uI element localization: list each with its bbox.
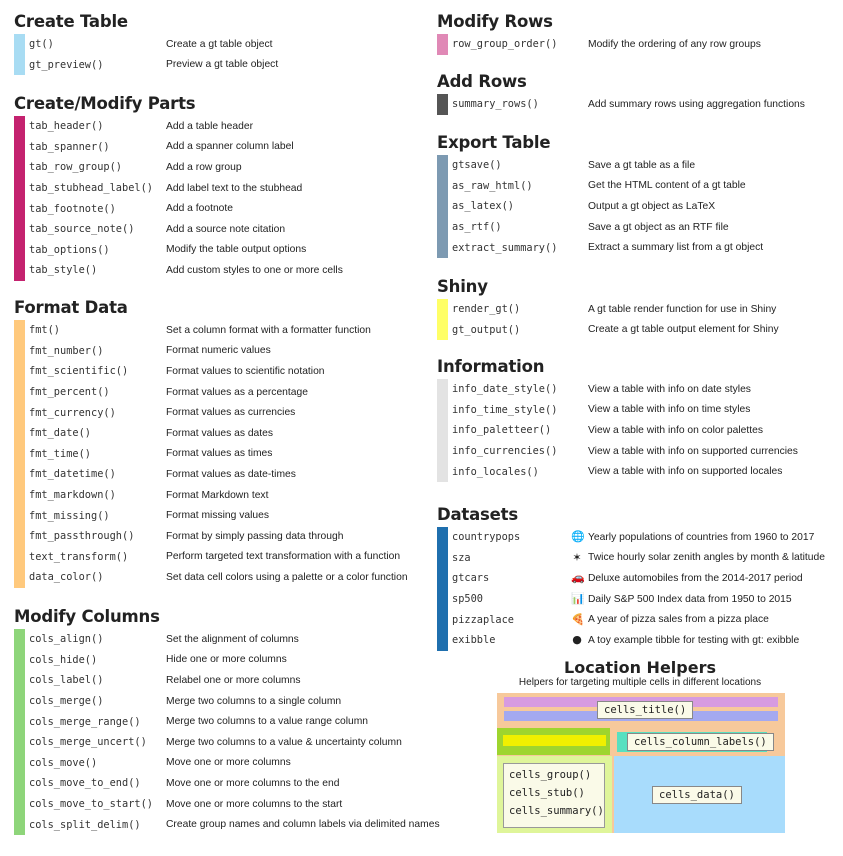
function-list: [14, 34, 434, 75]
function-name[interactable]: as_latex(): [452, 200, 514, 213]
function-description: Format missing values: [166, 510, 269, 522]
category-color-bar: [437, 94, 448, 115]
function-row[interactable]: [437, 400, 837, 421]
function-name[interactable]: cols_align(): [29, 633, 104, 646]
category-color-bar: [14, 116, 25, 137]
category-color-bar: [14, 178, 25, 199]
function-name[interactable]: gt_preview(): [29, 58, 104, 71]
category-color-bar: [14, 198, 25, 219]
function-description: Format values as dates: [166, 427, 274, 439]
function-name[interactable]: as_raw_html(): [452, 179, 533, 192]
category-color-bar: [437, 527, 448, 548]
function-name[interactable]: fmt_percent(): [29, 386, 110, 399]
function-description: Daily S&P 500 Index data from 1950 to 2015: [588, 593, 792, 605]
function-description: View a table with info on time styles: [588, 404, 751, 416]
cells-title-label: cells_title(): [597, 701, 693, 719]
function-description: Create group names and column labels via delimited names: [166, 819, 440, 831]
function-description: Create a gt table output element for Shiny: [588, 324, 779, 336]
function-description: Save a gt object as an RTF file: [588, 221, 729, 233]
function-row[interactable]: [437, 527, 837, 548]
function-row[interactable]: [14, 178, 434, 199]
function-list: [14, 116, 434, 281]
category-color-bar: [437, 196, 448, 217]
function-description: Preview a gt table object: [166, 59, 279, 71]
function-description: Set the alignment of columns: [166, 633, 299, 645]
function-name[interactable]: cols_move_to_end(): [29, 777, 141, 790]
category-color-bar: [14, 753, 25, 774]
category-color-bar: [437, 568, 448, 589]
category-color-bar: [14, 547, 25, 568]
function-description: A year of pizza sales from a pizza place: [588, 614, 769, 626]
section-title: Information: [437, 357, 545, 376]
category-color-bar: [14, 773, 25, 794]
function-name[interactable]: fmt(): [29, 324, 60, 337]
function-row[interactable]: [14, 320, 434, 341]
location-helpers-subtitle: Helpers for targeting multiple cells in different locations: [518, 677, 762, 688]
category-color-bar: [14, 444, 25, 465]
function-name[interactable]: exibble: [452, 634, 496, 647]
function-description: Hide one or more columns: [166, 654, 287, 666]
category-color-bar: [14, 341, 25, 362]
category-color-bar: [437, 379, 448, 400]
section-create-table: [14, 12, 434, 75]
function-name[interactable]: text_transform(): [29, 550, 129, 563]
category-color-bar: [14, 567, 25, 588]
function-description: Add label text to the stubhead: [166, 182, 303, 194]
function-description: View a table with info on supported currencies: [588, 445, 798, 457]
function-name[interactable]: sza: [452, 551, 471, 564]
function-row[interactable]: [14, 526, 434, 547]
function-name[interactable]: fmt_number(): [29, 344, 104, 357]
category-color-bar: [14, 157, 25, 178]
category-color-bar: [14, 794, 25, 815]
function-row[interactable]: [14, 732, 434, 753]
function-description: Format values as times: [166, 448, 273, 460]
function-row[interactable]: [14, 137, 434, 158]
function-name[interactable]: info_currencies(): [452, 445, 558, 458]
function-row[interactable]: [14, 55, 434, 76]
function-name[interactable]: tab_options(): [29, 243, 110, 256]
function-list: [437, 379, 837, 482]
function-name[interactable]: tab_header(): [29, 120, 104, 133]
globe-icon: 🌐: [571, 530, 585, 544]
function-description: Add a footnote: [166, 203, 233, 215]
function-row[interactable]: [437, 630, 837, 651]
function-row[interactable]: [14, 567, 434, 588]
section-title: Export Table: [437, 133, 551, 152]
category-color-bar: [437, 441, 448, 462]
function-row[interactable]: [14, 629, 434, 650]
function-row[interactable]: [14, 547, 434, 568]
function-row[interactable]: [437, 196, 837, 217]
function-row[interactable]: [14, 240, 434, 261]
function-description: Format Markdown text: [166, 489, 269, 501]
function-description: Add a table header: [166, 120, 254, 132]
category-color-bar: [14, 55, 25, 76]
function-description: View a table with info on supported locales: [588, 466, 783, 478]
function-row[interactable]: [437, 589, 837, 610]
function-description: A toy example tibble for testing with gt: exibble: [588, 634, 800, 646]
category-color-bar: [437, 609, 448, 630]
function-name[interactable]: data_color(): [29, 571, 104, 584]
section-create-modify-parts: [14, 94, 434, 281]
stubhead-inner: [503, 735, 606, 746]
function-name[interactable]: tab_stubhead_label(): [29, 182, 153, 195]
category-color-bar: [14, 320, 25, 341]
function-description: Set a column format with a formatter function: [166, 324, 371, 336]
section-title: Add Rows: [437, 72, 527, 91]
stock-chart-icon: 📊: [571, 592, 585, 606]
function-row[interactable]: [437, 299, 837, 320]
function-name[interactable]: sp500: [452, 593, 483, 606]
section-format-data: [14, 298, 434, 588]
function-description: Twice hourly solar zenith angles by month & latitude: [588, 552, 825, 564]
function-description: Yearly populations of countries from 1960 to 2017: [588, 531, 815, 543]
category-color-bar: [14, 219, 25, 240]
section-title: Create/Modify Parts: [14, 94, 196, 113]
function-row[interactable]: [14, 670, 434, 691]
function-row[interactable]: [437, 441, 837, 462]
function-row[interactable]: [14, 260, 434, 281]
function-description: Set data cell colors using a palette or a color function: [166, 571, 408, 583]
function-row[interactable]: [437, 34, 837, 55]
section-title: Create Table: [14, 12, 128, 31]
function-description: Format values as a percentage: [166, 386, 308, 398]
function-row[interactable]: [14, 34, 434, 55]
function-row[interactable]: [437, 155, 837, 176]
category-color-bar: [437, 299, 448, 320]
category-color-bar: [437, 548, 448, 569]
function-description: Move one or more columns: [166, 757, 291, 769]
section-title: Modify Columns: [14, 607, 160, 626]
function-description: Move one or more columns to the end: [166, 777, 340, 789]
function-row[interactable]: [437, 176, 837, 197]
function-description: Merge two columns to a value & uncertainty column: [166, 736, 402, 748]
section-export-table: [437, 133, 837, 258]
function-row[interactable]: [437, 609, 837, 630]
category-color-bar: [14, 691, 25, 712]
category-color-bar: [14, 137, 25, 158]
function-description: View a table with info on date styles: [588, 383, 751, 395]
cells-column-labels-label: cells_column_labels(): [627, 733, 774, 751]
function-description: Move one or more columns to the start: [166, 798, 343, 810]
category-color-bar: [14, 382, 25, 403]
function-name[interactable]: fmt_markdown(): [29, 489, 116, 502]
category-color-bar: [437, 589, 448, 610]
function-name[interactable]: cols_merge(): [29, 695, 104, 708]
section-add-rows: [437, 72, 837, 115]
function-row[interactable]: [14, 505, 434, 526]
function-name[interactable]: cols_move_to_start(): [29, 798, 153, 811]
section-shiny: [437, 277, 837, 340]
function-name[interactable]: cols_hide(): [29, 653, 98, 666]
section-title: Shiny: [437, 277, 488, 296]
function-row[interactable]: [14, 423, 434, 444]
category-color-bar: [437, 420, 448, 441]
function-name[interactable]: tab_footnote(): [29, 202, 116, 215]
function-row[interactable]: [14, 650, 434, 671]
category-color-bar: [14, 485, 25, 506]
function-description: Merge two columns to a single column: [166, 695, 342, 707]
section-title: Format Data: [14, 298, 128, 317]
function-description: Add a row group: [166, 161, 242, 173]
function-row[interactable]: [14, 361, 434, 382]
function-name[interactable]: info_paletteer(): [452, 424, 552, 437]
function-description: Perform targeted text transformation with a function: [166, 551, 401, 563]
function-list: [437, 299, 837, 340]
function-row[interactable]: [14, 464, 434, 485]
function-row[interactable]: [437, 568, 837, 589]
category-color-bar: [14, 505, 25, 526]
function-name[interactable]: gt(): [29, 38, 54, 51]
category-color-bar: [437, 34, 448, 55]
function-row[interactable]: [437, 94, 837, 115]
function-description: Deluxe automobiles from the 2014-2017 period: [588, 572, 803, 584]
color-wheel-icon: ●: [572, 633, 582, 647]
category-color-bar: [14, 629, 25, 650]
function-name[interactable]: fmt_date(): [29, 427, 91, 440]
cells-stub-label: cells_stub(): [509, 787, 585, 799]
function-name[interactable]: pizzaplace: [452, 613, 514, 626]
function-name[interactable]: as_rtf(): [452, 221, 502, 234]
function-description: Relabel one or more columns: [166, 674, 301, 686]
function-description: Get the HTML content of a gt table: [588, 180, 746, 192]
function-description: Modify the ordering of any row groups: [588, 38, 761, 50]
function-row[interactable]: [14, 691, 434, 712]
category-color-bar: [437, 176, 448, 197]
function-name[interactable]: fmt_missing(): [29, 509, 110, 522]
function-row[interactable]: [437, 379, 837, 400]
function-name[interactable]: fmt_time(): [29, 447, 91, 460]
category-color-bar: [14, 464, 25, 485]
category-color-bar: [437, 320, 448, 341]
function-name[interactable]: cols_merge_range(): [29, 715, 141, 728]
function-name[interactable]: fmt_passthrough(): [29, 530, 135, 543]
function-row[interactable]: [437, 320, 837, 341]
function-name[interactable]: summary_rows(): [452, 98, 539, 111]
function-description: Extract a summary list from a gt object: [588, 242, 764, 254]
function-description: Format values to scientific notation: [166, 365, 325, 377]
category-color-bar: [14, 650, 25, 671]
category-color-bar: [14, 402, 25, 423]
function-row[interactable]: [14, 198, 434, 219]
function-list: [437, 94, 837, 115]
function-name[interactable]: gtcars: [452, 572, 490, 585]
car-icon: 🚗: [571, 571, 585, 585]
function-name[interactable]: fmt_datetime(): [29, 468, 116, 481]
function-name[interactable]: gt_output(): [452, 323, 521, 336]
function-row[interactable]: [14, 794, 434, 815]
function-name[interactable]: tab_source_note(): [29, 223, 135, 236]
function-row[interactable]: [14, 402, 434, 423]
category-color-bar: [14, 732, 25, 753]
function-row[interactable]: [437, 217, 837, 238]
section-title: Modify Rows: [437, 12, 553, 31]
function-name[interactable]: info_date_style(): [452, 383, 558, 396]
function-row[interactable]: [14, 116, 434, 137]
function-name[interactable]: cols_split_delim(): [29, 818, 141, 831]
function-name[interactable]: info_time_style(): [452, 403, 558, 416]
location-helpers-diagram: [497, 693, 785, 833]
function-description: Save a gt table as a file: [588, 159, 696, 171]
sun-angle-icon: ✶: [572, 550, 582, 564]
function-row[interactable]: [437, 237, 837, 258]
function-description: Modify the table output options: [166, 244, 307, 256]
category-color-bar: [14, 814, 25, 835]
function-description: A gt table render function for use in Shiny: [588, 303, 777, 315]
category-color-bar: [14, 240, 25, 261]
cells-data-label: cells_data(): [652, 786, 742, 804]
category-color-bar: [14, 670, 25, 691]
function-name[interactable]: cols_merge_uncert(): [29, 736, 147, 749]
function-row[interactable]: [14, 485, 434, 506]
category-color-bar: [14, 361, 25, 382]
category-color-bar: [14, 423, 25, 444]
function-list: [14, 320, 434, 588]
function-row[interactable]: [14, 773, 434, 794]
function-description: View a table with info on color palettes: [588, 424, 763, 436]
cells-summary-label: cells_summary(): [509, 805, 604, 817]
function-description: Create a gt table object: [166, 38, 273, 50]
function-row[interactable]: [14, 341, 434, 362]
category-color-bar: [437, 217, 448, 238]
category-color-bar: [14, 526, 25, 547]
function-name[interactable]: gtsave(): [452, 159, 502, 172]
function-description: Add a source note citation: [166, 223, 286, 235]
function-row[interactable]: [437, 461, 837, 482]
function-name[interactable]: fmt_scientific(): [29, 365, 129, 378]
function-row[interactable]: [437, 548, 837, 569]
function-name[interactable]: extract_summary(): [452, 241, 558, 254]
function-row[interactable]: [14, 157, 434, 178]
function-name[interactable]: tab_style(): [29, 264, 98, 277]
category-color-bar: [437, 155, 448, 176]
location-helpers-title: Location Helpers: [564, 658, 716, 677]
function-name[interactable]: countrypops: [452, 531, 521, 544]
section-modify-rows: [437, 12, 837, 55]
function-name[interactable]: fmt_currency(): [29, 406, 116, 419]
pizza-icon: 🍕: [571, 612, 585, 626]
function-list: [437, 34, 837, 55]
function-list: [14, 629, 440, 835]
category-color-bar: [14, 260, 25, 281]
function-description: Format by simply passing data through: [166, 530, 344, 542]
function-list: [437, 527, 837, 651]
section-datasets: [437, 505, 837, 651]
cells-group-label: cells_group(): [509, 769, 592, 781]
location-helpers: [494, 658, 786, 817]
function-name[interactable]: info_locales(): [452, 465, 539, 478]
category-color-bar: [437, 237, 448, 258]
function-name[interactable]: row_group_order(): [452, 38, 558, 51]
function-description: Add summary rows using aggregation functions: [588, 98, 805, 110]
category-color-bar: [14, 34, 25, 55]
function-row[interactable]: [14, 219, 434, 240]
category-color-bar: [437, 461, 448, 482]
section-information: [437, 357, 837, 482]
function-row[interactable]: [14, 814, 440, 835]
function-description: Add custom styles to one or more cells: [166, 264, 343, 276]
function-name[interactable]: tab_spanner(): [29, 140, 110, 153]
section-title: Datasets: [437, 505, 518, 524]
category-color-bar: [437, 630, 448, 651]
function-description: Output a gt object as LaTeX: [588, 200, 716, 212]
function-name[interactable]: cols_move(): [29, 756, 98, 769]
function-description: Format values as currencies: [166, 407, 296, 419]
function-row[interactable]: [14, 382, 434, 403]
function-name[interactable]: cols_label(): [29, 674, 104, 687]
function-description: Format values as date-times: [166, 468, 296, 480]
function-row[interactable]: [14, 753, 434, 774]
function-row[interactable]: [437, 420, 837, 441]
function-name[interactable]: tab_row_group(): [29, 161, 122, 174]
section-modify-columns: [14, 607, 440, 835]
function-list: [437, 155, 837, 258]
category-color-bar: [14, 711, 25, 732]
function-description: Add a spanner column label: [166, 141, 294, 153]
function-row[interactable]: [14, 444, 434, 465]
function-row[interactable]: [14, 711, 434, 732]
function-description: Merge two columns to a value range column: [166, 716, 369, 728]
function-name[interactable]: render_gt(): [452, 303, 521, 316]
category-color-bar: [437, 400, 448, 421]
function-description: Format numeric values: [166, 345, 271, 357]
